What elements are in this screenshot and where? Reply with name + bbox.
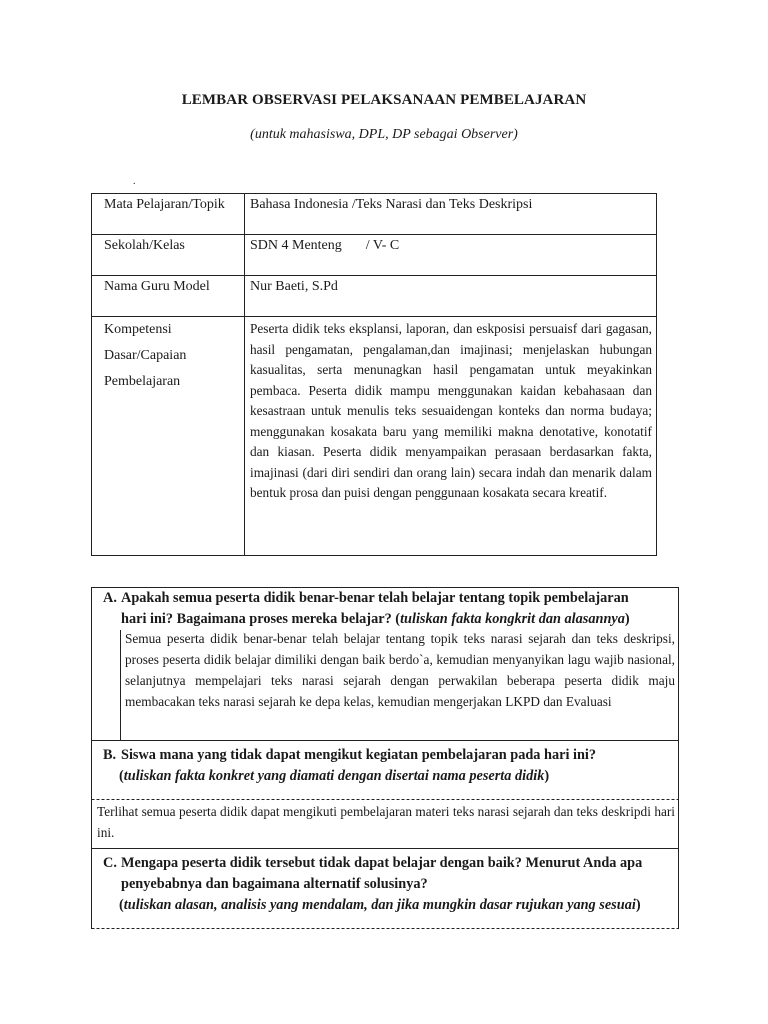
- question-c-line-1: Mengapa peserta didik tersebut tidak dapat belajar dengan baik? Menurut Anda apa: [121, 855, 643, 871]
- mata-pelajaran-value: Bahasa Indonesia /Teks Narasi dan Teks Deskripsi: [245, 194, 657, 235]
- stray-dot: .: [133, 176, 136, 187]
- kelas-value: / V- C: [365, 238, 400, 253]
- question-b-instruction: tuliskan fakta konkret yang diamati dengan disertai nama peserta didik: [123, 768, 545, 784]
- question-a: [91, 588, 679, 630]
- question-b-open-paren: (: [119, 768, 124, 784]
- question-b-close-paren: ): [544, 768, 550, 784]
- question-a-line-1: Apakah semua peserta didik benar-benar telah belajar tentang topik pembelajaran: [121, 590, 629, 606]
- guru-label: Nama Guru Model: [92, 276, 245, 317]
- kompetensi-label-line-2: Dasar/Capaian: [104, 348, 187, 363]
- guru-value: Nur Baeti, S.Pd: [245, 276, 657, 317]
- document-title: LEMBAR OBSERVASI PELAKSANAAN PEMBELAJARAN: [181, 92, 587, 108]
- question-b-line-1: Siswa mana yang tidak dapat mengikut kegiatan pembelajaran pada hari ini?: [121, 747, 597, 763]
- question-c-open-paren: (: [119, 897, 124, 913]
- answer-a: Semua peserta didik benar-benar telah belajar tentang topik teks narasi sejarah dan teks deskripsi, proses peserta didik belajar dimiliki dengan baik berdo`a, kemudian menyanyikan lagu wajib nasional, selanjutnya mempelajari teks narasi sejarah dengan perwakilan beberapa peserta didik maju membacakan teks narasi sejarah ke depa kelas, kemudian mengerjakan LKPD dan Evaluasi: [125, 631, 675, 709]
- kompetensi-label-line-1: Kompetensi: [104, 322, 172, 337]
- kompetensi-label-line-3: Pembelajaran: [104, 374, 181, 389]
- question-a-line-2: hari ini? Bagaimana proses mereka belajar? (: [121, 611, 401, 627]
- sekolah-value: SDN 4 Menteng: [250, 238, 342, 253]
- question-c: [91, 853, 679, 916]
- question-b: [91, 745, 679, 787]
- question-b-letter: B.: [103, 747, 117, 763]
- answer-b: Terlihat semua peserta didik dapat mengikuti pembelajaran materi teks narasi sejarah dan teks deskripdi hari ini.: [97, 804, 675, 840]
- question-c-close-paren: ): [635, 897, 641, 913]
- mata-pelajaran-label: Mata Pelajaran/Topik: [92, 194, 245, 235]
- question-c-letter: C.: [103, 855, 117, 871]
- sekolah-label: Sekolah/Kelas: [92, 235, 245, 276]
- kompetensi-value: Peserta didik teks eksplansi, laporan, dan eskposisi persuaisf dari gagasan, hasil pengamatan, pengalaman,dan imajinasi; menjelaskan hubungan kasualitas, serta menunagkan hasil pengamatan untuk meyakinkan pembaca. Peserta didik mampu menggunakan kaidan kebahasaan dan kesastraan untuk menulis teks sesuaidengan konteks dan norma budaya; menggunakan kosakata baru yang memiliki makna denotative, konotatif dan kiasan. Peserta didik menyampaikan perasaan berdasarkan fakta, imajinasi (dari diri sendiri dan orang lain) secara indah dan menarik dalam bentuk prosa dan puisi dengan penggunaan kosakata secara kreatif.: [245, 317, 657, 556]
- question-c-line-2: penyebabnya dan bagaimana alternatif solusinya?: [121, 876, 428, 892]
- question-a-instruction: tuliskan fakta kongkrit dan alasannya: [400, 611, 625, 627]
- question-c-instruction: tuliskan alasan, analisis yang mendalam, dan jika mungkin dasar rujukan yang sesuai: [123, 897, 636, 913]
- question-a-letter: A.: [103, 590, 117, 606]
- document-subtitle: (untuk mahasiswa, DPL, DP sebagai Observer): [250, 127, 518, 142]
- question-a-close-paren: ): [624, 611, 630, 627]
